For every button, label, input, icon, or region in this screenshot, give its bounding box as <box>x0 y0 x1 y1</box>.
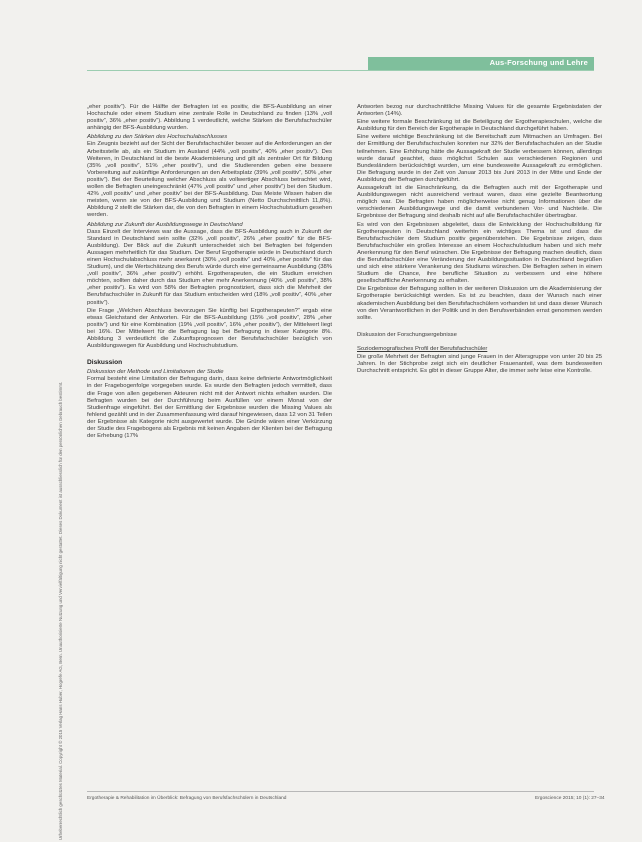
paragraph: Es wird von den Ergebnissen abgeleitet, dass die Entwicklung der Hochschulbildung für Ergotherapeuten in Deutschland weiterhin ein wichtiges Thema ist und dass die Berufsfachschüler dem Studium positiv gegenüberstehen. Die Ergebnisse zeigen, dass Berufsfachschüler ein großes Interesse an einem Hochschulstudium haben und sich mehr Anerkennung für den Beruf wünschen. Die Ergebnisse der Befragung machen deutlich, dass die Berufsfachschüler eine Veränderung der Ausbildungssituation in Deutschland begrüßen und sich eine stärkere Verankerung des Studiums wünschen. Die Befragten sehen in einem Studium die Chance, ihre berufliche Situation zu verbessern und eine höhere gesellschaftliche Anerkennung zu erhalten. <box>357 221 602 285</box>
paragraph: Dass Einzelt der Interviews war die Aussage, dass die BFS-Ausbildung auch in Zukunft der Standard in Deutschland sein sollte (32% „voll positiv“, 26% „eher positiv“ für die BFS-Ausbildung). Der Blick auf die Zukunft unterscheidet sich bei Befragten bei folgenden Aussagen mehrheitlich für das Studium. Der Beruf Ergotherapie würde in Deutschland durch einen Hochschulabschluss mehr anerkannt (30% „voll positiv“ und 40% „eher positiv“ für das Studium), und die Wertschätzung des Berufs würde durch eine gemeinsame Ausbildung (38% „voll positiv“, 36% „eher positiv“) erhöht. Ergotherapeuten, die ein Studium erreichen möchten, sollten daher durch das Studium eher mehr Anerkennung (40% „voll positiv“, 38% „eher positiv“). Es wird von 58% der Befragten prognostiziert, dass sich die Mehrheit der Berufsfachschüler in Zukunft für das Studium entscheiden wird (18% „voll positiv“, 40% „eher positiv“). <box>87 228 332 306</box>
paragraph: Ein Zeugnis bezieht auf der Sicht der Berufsfachschüler besser auf die Anforderungen an der Arbeitsstelle ab, als ein Studium im Ausland (44% „voll positiv“, 40% „eher positiv“). Des Weiteren, in Deutschland ist die beste Akademisierung und gilt als zentraler Ort für Bildung (35% „voll positiv“, 51% „eher positiv“), und die Studierenden geben eine bessere Vorbereitung auf zukünftige Anforderungen an den Arbeitsplatz (39% „voll positiv“, 50% „eher positiv“). Bei der Beurteilung welcher Abschluss als vollwertiger Abschluss betrachtet wird, wollen die Befragten uneingeschränkt (47% „voll positiv“ und „eher positiv“) bei den Studium. 42% „voll positiv“ und „eher positiv“ bei der BFS-Ausbildung. Das Meiste Wissen haben die meisten, wenn sie von der BFS-Ausbildung und Studium (Netto Durchschnittlich 11,8%). Abbildung 2 stellt die Stärken dar, die von den Befragten in einem Hochschulstudium gesehen werden. <box>87 141 332 219</box>
subheading: Soziodemografisches Profil der Berufsfachschüler <box>357 345 488 352</box>
left-column <box>87 104 332 441</box>
paragraph: Eine weitere wichtige Beschränkung ist die Bereitschaft zum Mitmachen an Umfragen. Bei der Ermittlung der Berufsfachschulen konnten nur 32% der Berufsfachschulen an der Studie teilnehmen. Eine Erhöhung hätte die Aussagekraft der Studie verbessern können, allerdings wurde darauf geachtet, dass möglichst Schulen aus verschiedenen Regionen und Bundesländern berücksichtigt wurden, um eine bundesweite Aussagekraft zu ermöglichen. Die Befragung wurde in der Zeit von Januar 2013 bis Juni 2013 in der Mitte und Ende der Ausbildung der Befragten durchgeführt. <box>357 134 602 183</box>
copyright-side-note: Urheberrechtlich geschütztes Material. Copyright © 2015 Verlag Hans Huber, Hogrefe AG, Bern. Unauthorisierte Nutzung und Vervielfältigung nicht gestattet. Dieses Dokument ist ausschliesslich für den persönlichen Gebrauch bestimmt. <box>58 381 63 840</box>
paragraph: Eine weitere formale Beschränkung ist die Beteiligung der Ergotherapieschulen, welche die Ausbildung für den Bereich der Ergotherapie in Deutschland durchgeführt haben. <box>357 119 602 133</box>
subsection-title: Diskussion der Forschungsergebnisse <box>357 331 457 338</box>
subheading: Abbildung zur Zukunft der Ausbildungswege in Deutschland <box>87 221 243 228</box>
footer-journal: Ergoscience 2015; 10 (1): 27–34 <box>535 796 605 801</box>
paragraph: Aussagekraft ist die Einschränkung, da die Befragten auch mit der Ergotherapie und Ausbildungswegen nicht ausreichend vertraut waren, dass eine gezielte Beantwortung möglich war. Die Befragten haben möglicherweise nicht genug Informationen über die verschiedenen Ausbildungswege und die damit verbundenen Vor- und Nachteile. Die Ergebnisse der Befragung sind deshalb nicht auf alle Berufsfachschüler übertragbar. <box>357 185 602 220</box>
paragraph: Die Ergebnisse der Befragung sollten in der weiteren Diskussion um die Akademisierung der Ergotherapie berücksichtigt werden. Es ist zu beachten, dass der Wunsch nach einer akademischen Ausbildung bei den Berufsfachschülern vorhanden ist und dass dieser Wunsch von den Verantwortlichen in der Politik und in den Berufsverbänden ernst genommen werden sollte. <box>357 286 602 321</box>
paragraph: „eher positiv“). Für die Hälfte der Befragten ist es positiv, die BFS-Ausbildung an einer Hochschule oder einem Studium eine zentrale Rolle in Deutschland zu finden (13% „voll positiv“, 36% „eher positiv“). Abbildung 1 verdeutlicht, welche Stärken die Berufsfachschüler anhängig der BFS-Ausbildung wurden. <box>87 104 332 132</box>
footer-rule <box>87 791 594 792</box>
paragraph: Die große Mehrheit der Befragten sind junge Frauen in der Altersgruppe von unter 20 bis 25 Jahren. In der Stichprobe zeigt sich ein deutlicher Frauenanteil, was dem bundesweiten Durchschnitt entspricht. Es gibt in dieser Gruppe Alter, die immer sehr leise eine Kontrolle. <box>357 354 602 375</box>
paragraph: Formal besteht eine Limitation der Befragung darin, dass keine definierte Antwortmöglichkeit in der Fragebogenfolge vorgegeben wurde. Es wurde den Befragten jedoch vermittelt, dass die Frage von allen gegebenen Akteuren nicht mit der Antwort nichts erhalten wurden. Die Befragten wurden bei der Durchführung beim Ausfüllen vor einem Monat von der Studienfrage eingeführt. Bei der Ermittlung der Ergebnisse wurden die Missing Values als fehlend gezählt und in der Zusammenfassung wird darauf hingewiesen, dass 12 von 31 Teilen der Ergebnisse als Kategorie nicht ausgewertet wurde. Die Gründe wären einer Verkürzung der Studie des Fragebogens als Ergebnis mit keinen Angaben der Klienten bei der Befragung der Erhebung (17% <box>87 376 332 440</box>
subheading: Abbildung zu den Stärken des Hochschulabschlusses <box>87 134 228 141</box>
section-title-discussion: Diskussion <box>87 359 123 367</box>
subheading: Diskussion der Methode und Limitationen der Studie <box>87 369 224 376</box>
right-column <box>357 104 602 376</box>
footer-citation: Ergotherapie & Rehabilitation im Überblick: Befragung von Berufsfachschülern in Deutschland <box>87 796 287 801</box>
section-label: Aus-Forschung und Lehre <box>489 58 588 67</box>
paragraph: Die Frage „Welchen Abschluss bevorzugen Sie künftig bei Ergotherapeuten?“ ergab eine etwas Gleichstand der Antworten. Für die BFS-Ausbildung (15% „voll positiv“, 28% „eher positiv“) und für eine Kombination (19% „voll positiv“, 16% „eher positiv“), der Mittelwert liegt bei 16%. Der Mittelwert für die Befragung lag bei Befragung in dieser Kategorie 8%. Abbildung 3 verdeutlicht die Zukunftsprognosen der Berufsfachschüler bezüglich von Ausbildungswegen für Ausbildung und Hochschulstudium. <box>87 307 332 350</box>
paragraph: Antworten bezog nur durchschnittliche Missing Values für die gesamte Ergebnisdaten der Antworten (14%). <box>357 104 602 118</box>
header-rule <box>87 70 594 71</box>
